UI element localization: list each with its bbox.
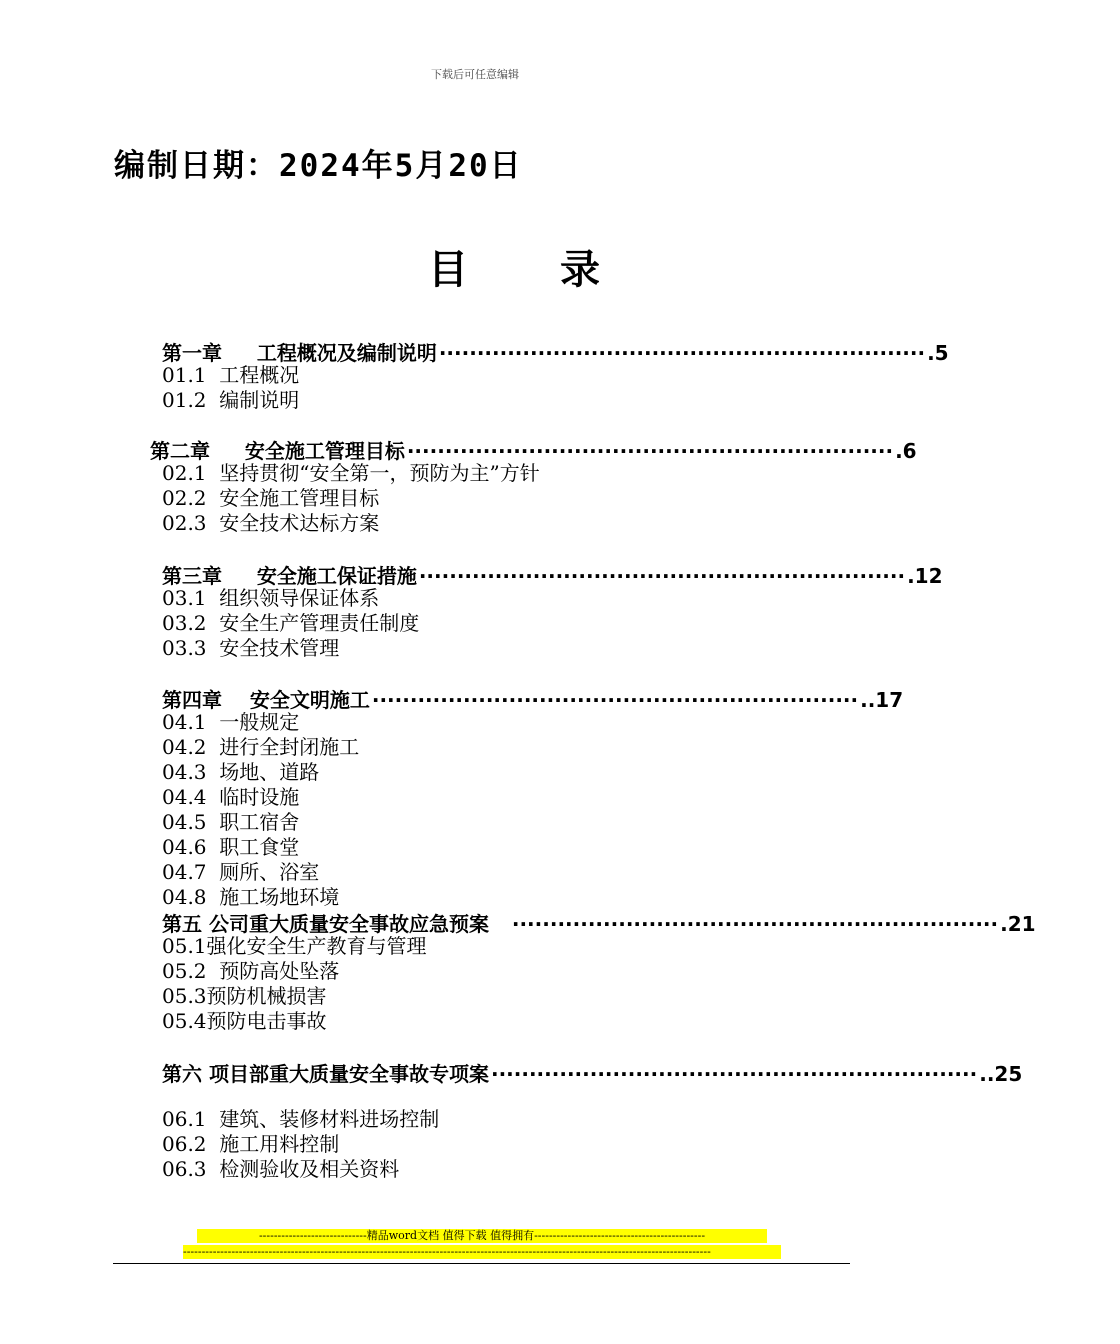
- chapter-title: 第五 公司重大质量安全事故应急预案: [162, 912, 510, 936]
- toc-chapter-6: [162, 1058, 1023, 1182]
- chapter-heading[interactable]: [162, 337, 949, 365]
- dot-leader: ································································: [371, 688, 859, 712]
- section-item[interactable]: 04.7 厕所、浴室: [162, 860, 320, 884]
- section-item[interactable]: 02.1 坚持贯彻“安全第一，预防为主”方针: [162, 461, 540, 485]
- chapter-heading[interactable]: [162, 908, 1036, 936]
- header-note: 下载后可任意编辑: [431, 68, 519, 81]
- chapter-page: .21: [1000, 912, 1036, 936]
- section-item[interactable]: 02.2 安全施工管理目标: [162, 486, 380, 510]
- chapter-page: ..25: [979, 1062, 1023, 1086]
- section-item[interactable]: 03.3 安全技术管理: [162, 636, 340, 660]
- chapter-title: 第二章 安全施工管理目标: [150, 439, 405, 463]
- section-item[interactable]: 05.1强化安全生产教育与管理: [162, 934, 427, 958]
- section-item[interactable]: 03.1 组织领导保证体系: [162, 586, 380, 610]
- section-item[interactable]: 05.4预防电击事故: [162, 1009, 327, 1033]
- chapter-title: 第四章 安全文明施工: [162, 688, 370, 712]
- section-item[interactable]: 05.3预防机械损害: [162, 984, 327, 1008]
- section-item[interactable]: 01.2 编制说明: [162, 388, 300, 412]
- toc-chapter-3: [162, 560, 943, 661]
- footer-banner: -----------------------------精品word文档 值得下载 值得拥有----------------------------------------------: [197, 1229, 767, 1243]
- dot-leader: ································································: [490, 1062, 978, 1086]
- section-item[interactable]: 03.2 安全生产管理责任制度: [162, 611, 420, 635]
- chapter-title: 第六 项目部重大质量安全事故专项案: [162, 1062, 489, 1086]
- footer-rule: [113, 1263, 850, 1264]
- section-item[interactable]: 06.2 施工用料控制: [162, 1132, 340, 1156]
- toc-title: 目录: [428, 247, 692, 293]
- chapter-page: .5: [927, 341, 949, 365]
- section-item[interactable]: 06.1 建筑、装修材料进场控制: [162, 1107, 440, 1131]
- section-item[interactable]: 04.2 进行全封闭施工: [162, 735, 360, 759]
- section-item[interactable]: 02.3 安全技术达标方案: [162, 511, 380, 535]
- footer-dash-line: ----------------------------------------------------------------------------------------------------------------------------------------------: [183, 1245, 781, 1259]
- chapter-heading[interactable]: [162, 560, 943, 588]
- toc-chapter-4: [162, 684, 904, 910]
- date-line: 编制日期：2024年5月20日: [114, 148, 523, 184]
- chapter-page: ..17: [860, 688, 904, 712]
- toc-chapter-5: [162, 908, 1036, 1034]
- chapter-heading[interactable]: [162, 1058, 1023, 1086]
- section-item[interactable]: 04.1 一般规定: [162, 710, 300, 734]
- section-item[interactable]: 04.8 施工场地环境: [162, 885, 340, 909]
- chapter-page: .6: [895, 439, 917, 463]
- chapter-heading[interactable]: [150, 435, 917, 463]
- chapter-page: .12: [907, 564, 943, 588]
- section-item[interactable]: 06.3 检测验收及相关资料: [162, 1157, 400, 1181]
- chapter-title: 第一章 工程概况及编制说明: [162, 341, 437, 365]
- section-item[interactable]: 04.6 职工食堂: [162, 835, 300, 859]
- chapter-title: 第三章 安全施工保证措施: [162, 564, 417, 588]
- toc-chapter-1: [162, 337, 949, 413]
- dot-leader: ································································: [438, 341, 926, 365]
- chapter-heading[interactable]: [162, 684, 904, 712]
- section-item[interactable]: 04.3 场地、道路: [162, 760, 320, 784]
- section-item[interactable]: 05.2 预防高处坠落: [162, 959, 340, 983]
- section-item[interactable]: 01.1 工程概况: [162, 363, 300, 387]
- section-item[interactable]: 04.5 职工宿舍: [162, 810, 300, 834]
- dot-leader: ································································: [406, 439, 894, 463]
- toc-chapter-2: [150, 435, 917, 536]
- section-item[interactable]: 04.4 临时设施: [162, 785, 300, 809]
- dot-leader: ································································: [418, 564, 906, 588]
- dot-leader: ································································: [511, 912, 999, 936]
